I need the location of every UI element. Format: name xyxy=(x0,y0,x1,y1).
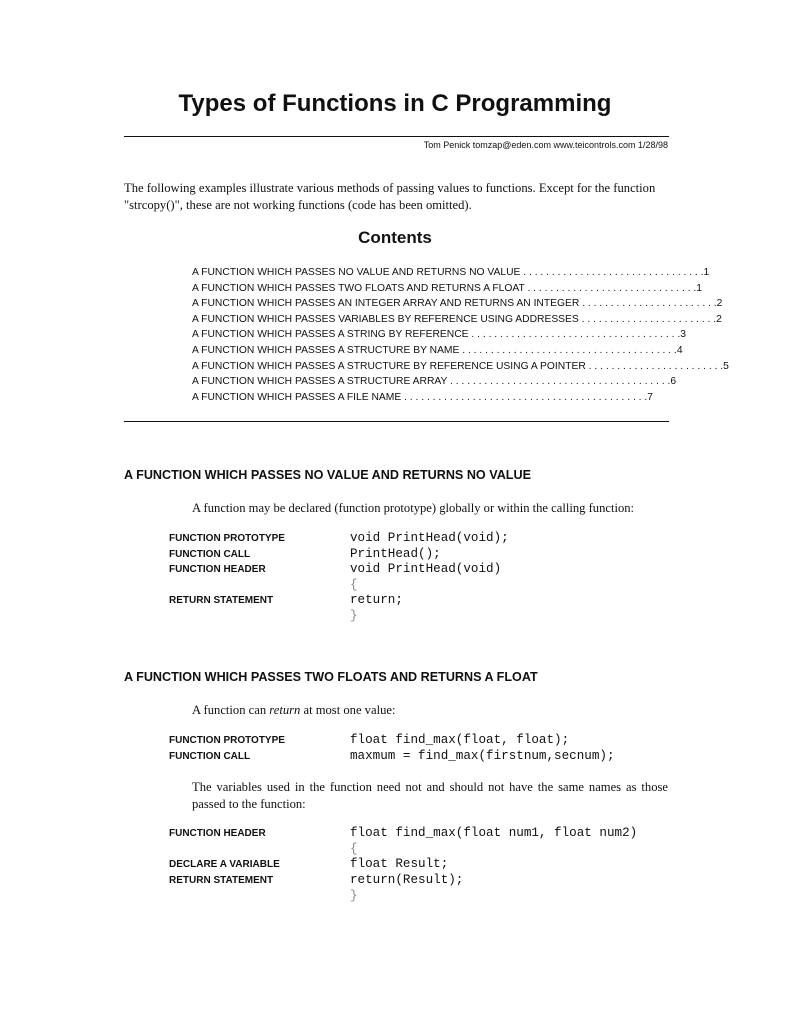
toc-entry[interactable] xyxy=(192,312,722,328)
label-function-prototype: FUNCTION PROTOTYPE xyxy=(169,735,285,746)
toc-entry[interactable] xyxy=(192,343,683,359)
toc-entry[interactable] xyxy=(192,374,677,390)
title-rule xyxy=(124,136,669,137)
toc-entry-label: A FUNCTION WHICH PASSES TWO FLOATS AND RETURNS A FLOAT . . . . . . . . . . . . . . . . . . . . . . . . . . . . . . xyxy=(192,282,697,294)
toc-entry-label: A FUNCTION WHICH PASSES A STRUCTURE BY REFERENCE USING A POINTER . . . . . . . . . . . . . . . . . . . . . . . . xyxy=(192,360,724,372)
code-header: float find_max(float num1, float num2) xyxy=(350,826,638,840)
label-return-statement: RETURN STATEMENT xyxy=(169,595,274,606)
label-function-header: FUNCTION HEADER xyxy=(169,564,266,575)
code-declare: float Result; xyxy=(350,857,449,871)
toc-entry-label: A FUNCTION WHICH PASSES VARIABLES BY REFERENCE USING ADDRESSES . . . . . . . . . . . . . . . . . . . . . . . . xyxy=(192,313,717,325)
para-emphasis: return xyxy=(269,703,301,717)
code-open-brace: { xyxy=(350,578,358,592)
label-function-prototype: FUNCTION PROTOTYPE xyxy=(169,533,285,544)
label-function-call: FUNCTION CALL xyxy=(169,751,251,762)
toc-entry-label: A FUNCTION WHICH PASSES A FILE NAME . . . . . . . . . . . . . . . . . . . . . . . . . . . . . . . . . . . . . . . . . . . xyxy=(192,391,648,403)
section-1-paragraph: A function may be declared (function prototype) globally or within the calling function: xyxy=(192,501,635,515)
section-2-title: A FUNCTION WHICH PASSES TWO FLOATS AND RETURNS A FLOAT xyxy=(124,670,538,684)
toc-entry[interactable] xyxy=(192,327,686,343)
para-text: at most one value: xyxy=(300,703,396,717)
label-function-call: FUNCTION CALL xyxy=(169,549,251,560)
code-close-brace: } xyxy=(350,609,358,623)
intro-paragraph: The following examples illustrate various methods of passing values to functions. Except for the function "strcopy()", these are not working functions (code has been omitted). xyxy=(124,181,656,212)
toc-entry-page: 2 xyxy=(716,298,723,310)
toc-entry-label: A FUNCTION WHICH PASSES NO VALUE AND RETURNS NO VALUE . . . . . . . . . . . . . . . . . . . . . . . . . . . . . . . . xyxy=(192,267,704,278)
para-text: A function can xyxy=(192,703,270,717)
code-return: return(Result); xyxy=(350,873,464,887)
code-open-brace: { xyxy=(350,842,358,856)
toc-entry-page: 7 xyxy=(647,391,653,403)
code-prototype: float find_max(float, float); xyxy=(350,733,570,747)
label-return-statement: RETURN STATEMENT xyxy=(169,875,274,886)
code-prototype: void PrintHead(void); xyxy=(350,531,509,545)
toc-entry[interactable] xyxy=(192,281,702,297)
toc-entry-page: 5 xyxy=(723,360,729,372)
toc-entry[interactable] xyxy=(192,390,653,406)
section-rule xyxy=(124,421,669,422)
section-1-title: A FUNCTION WHICH PASSES NO VALUE AND RETURNS NO VALUE xyxy=(124,468,531,482)
code-header: void PrintHead(void) xyxy=(350,562,502,576)
code-call: maxmum = find_max(firstnum,secnum); xyxy=(350,749,615,763)
toc-entry[interactable] xyxy=(192,359,729,375)
toc-entry[interactable] xyxy=(192,296,723,312)
toc-entry-page: 4 xyxy=(676,344,683,356)
toc-entry-label: A FUNCTION WHICH PASSES AN INTEGER ARRAY AND RETURNS AN INTEGER . . . . . . . . . . . . . . . . . . . . . . . . xyxy=(192,298,717,310)
byline: Tom Penick tomzap@eden.com www.teicontrols.com 1/28/98 xyxy=(423,140,668,150)
section-2-paragraph xyxy=(192,702,668,719)
code-close-brace: } xyxy=(350,889,358,903)
toc-entry-page: 1 xyxy=(703,267,710,278)
toc-entry-page: 3 xyxy=(680,329,686,341)
code-call: PrintHead(); xyxy=(350,547,441,561)
section-2-paragraph-2: The variables used in the function need not and should not have the same names as those passed to the function: xyxy=(192,780,668,811)
code-return: return; xyxy=(350,593,403,607)
toc-entry-label: A FUNCTION WHICH PASSES A STRUCTURE BY NAME . . . . . . . . . . . . . . . . . . . . . . . . . . . . . . . . . . . . . . xyxy=(192,344,677,356)
toc-entry[interactable] xyxy=(192,265,710,281)
toc-entry-page: 2 xyxy=(716,313,722,325)
label-function-header: FUNCTION HEADER xyxy=(169,828,266,839)
page-title: Types of Functions in C Programming xyxy=(178,90,612,117)
toc-entry-label: A FUNCTION WHICH PASSES A STRUCTURE ARRAY . . . . . . . . . . . . . . . . . . . . . . . . . . . . . . . . . . . . . . . xyxy=(192,376,671,388)
table-of-contents xyxy=(192,265,729,405)
contents-heading: Contents xyxy=(358,228,432,247)
toc-entry-page: 1 xyxy=(696,282,702,294)
toc-entry-page: 6 xyxy=(670,376,677,388)
label-declare-variable: DECLARE A VARIABLE xyxy=(169,859,280,870)
toc-entry-label: A FUNCTION WHICH PASSES A STRING BY REFERENCE . . . . . . . . . . . . . . . . . . . . . . . . . . . . . . . . . . . . . xyxy=(192,329,681,341)
